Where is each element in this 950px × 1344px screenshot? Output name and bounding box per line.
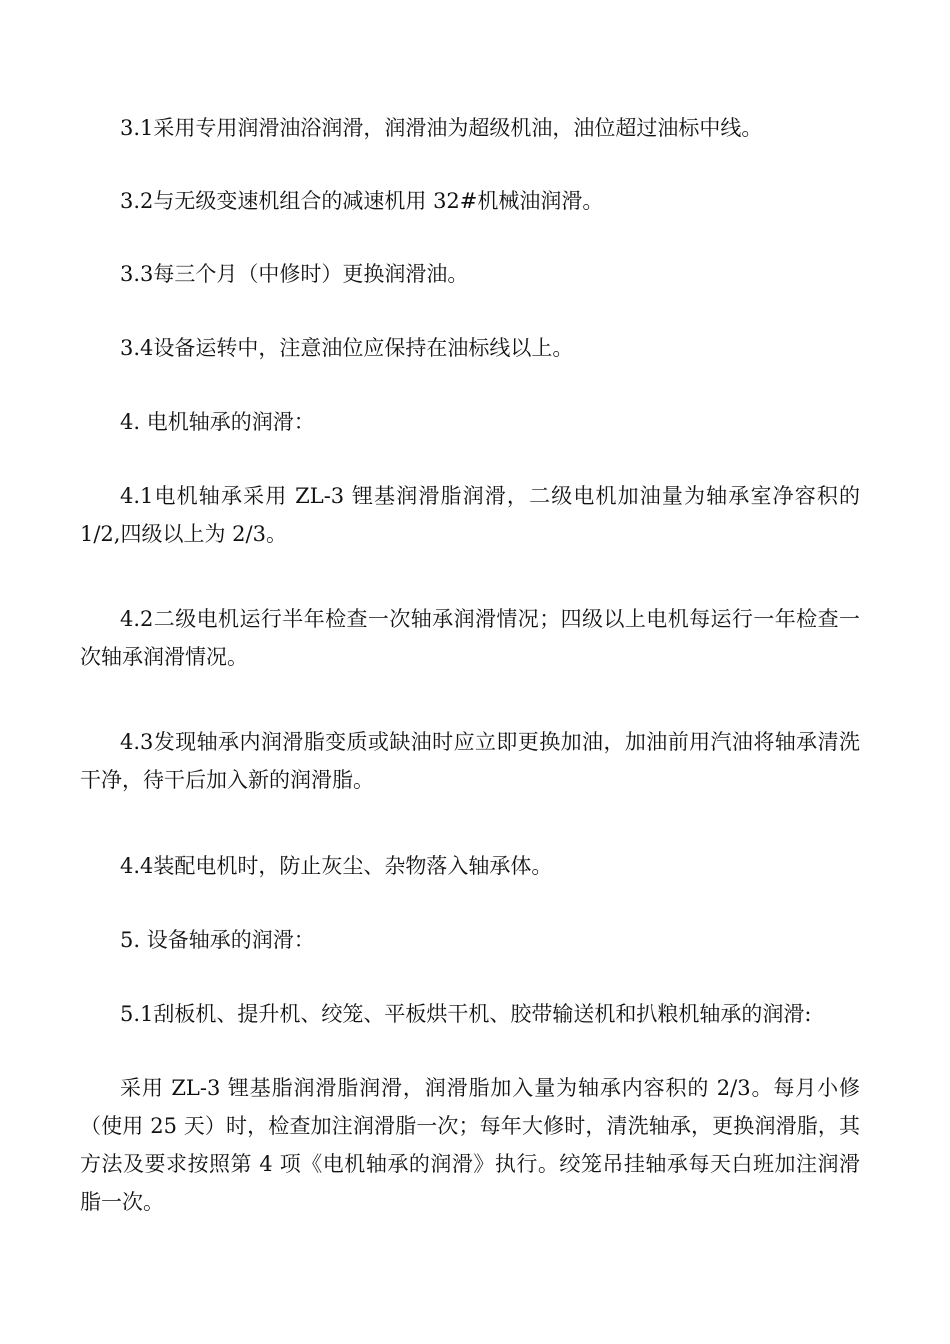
section-heading-4: 4. 电机轴承的润滑：	[120, 410, 315, 434]
paragraph-3-2: 3.2与无级变速机组合的减速机用 32#机械油润滑。	[120, 189, 604, 213]
paragraph-3-1: 3.1采用专用润滑油浴润滑，润滑油为超级机油，油位超过油标中线。	[120, 116, 763, 140]
paragraph-4-1: 4.1电机轴承采用 ZL-3 锂基润滑脂润滑，二级电机加油量为轴承室净容积的 1/2,四级以上为 2/3。	[80, 484, 860, 546]
section-heading-5: 5. 设备轴承的润滑：	[120, 928, 315, 952]
paragraph-4-4: 4.4装配电机时，防止灰尘、杂物落入轴承体。	[120, 854, 553, 878]
paragraph-4-2: 4.2二级电机运行半年检查一次轴承润滑情况；四级以上电机每运行一年检查一次轴承润滑情况。	[80, 607, 860, 669]
paragraph-5-1-body: 采用 ZL-3 锂基脂润滑脂润滑，润滑脂加入量为轴承内容积的 2/3。每月小修（使用 25 天）时，检查加注润滑脂一次；每年大修时，清洗轴承，更换润滑脂，其方法及要求按照第 4 项《电机轴承的润滑》执行。绞笼吊挂轴承每天白班加注润滑脂一次。	[80, 1076, 860, 1214]
paragraph-5-1: 5.1刮板机、提升机、绞笼、平板烘干机、胶带输送机和扒粮机轴承的润滑:	[120, 1002, 812, 1026]
paragraph-4-3: 4.3发现轴承内润滑脂变质或缺油时应立即更换加油，加油前用汽油将轴承清洗干净，待干后加入新的润滑脂。	[80, 730, 860, 792]
paragraph-3-3: 3.3每三个月（中修时）更换润滑油。	[120, 262, 469, 286]
paragraph-3-4: 3.4设备运转中，注意油位应保持在油标线以上。	[120, 336, 574, 360]
